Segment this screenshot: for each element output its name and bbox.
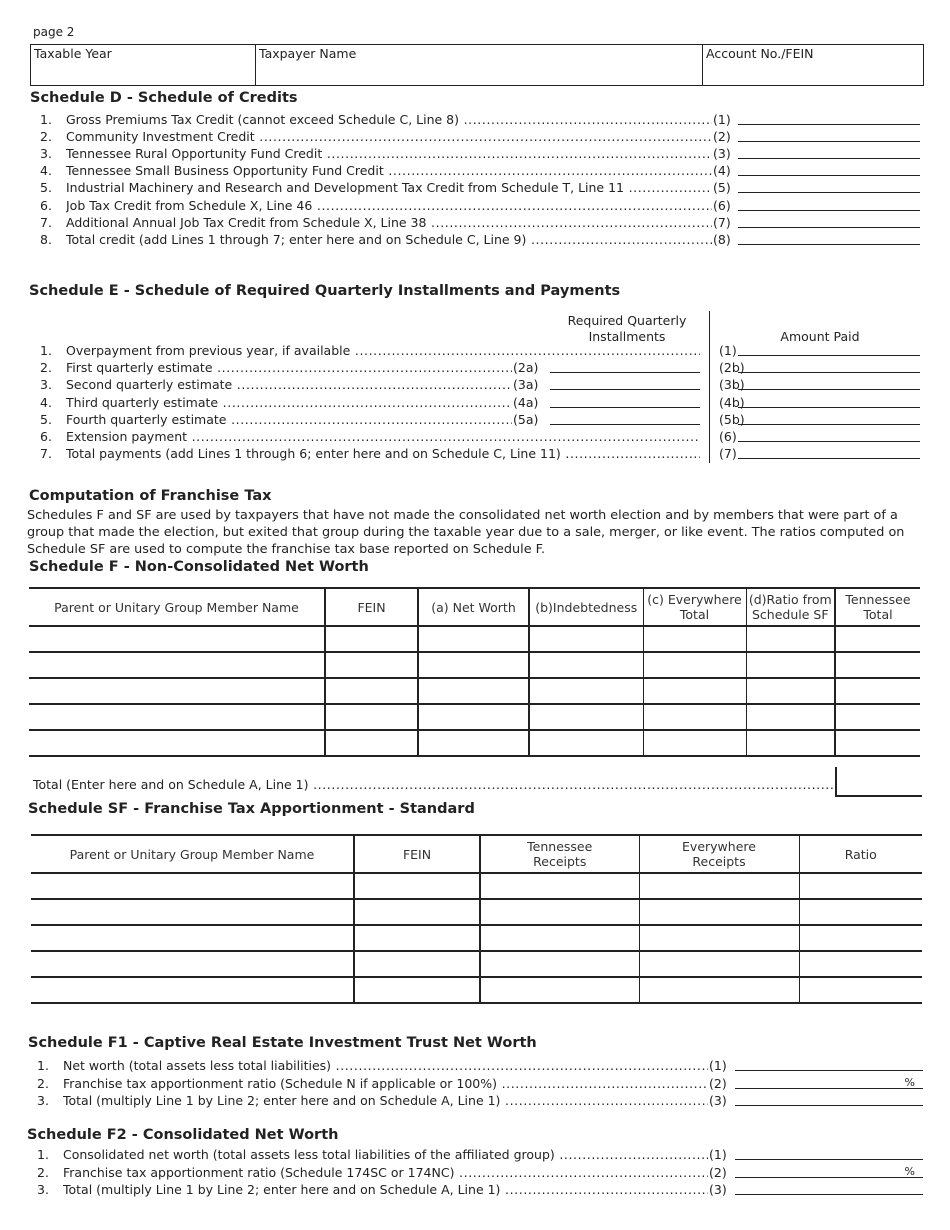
required-installments-header	[548, 313, 706, 345]
table-cell[interactable]	[529, 652, 643, 678]
line-label: Franchise tax apportionment ratio (Schedule N if applicable or 100%) .....	[63, 1075, 708, 1092]
line-number: 3.	[40, 377, 52, 393]
line-label: Net worth (total assets less total liabilities) .....	[63, 1057, 708, 1074]
column-header	[480, 835, 639, 873]
table-cell[interactable]	[799, 925, 922, 951]
line-number: 2.	[40, 129, 52, 145]
line-reference: (3)	[709, 1182, 727, 1197]
column-header-line1: Tennessee	[527, 839, 593, 854]
line-reference: (8)	[713, 231, 731, 247]
amount-field[interactable]	[735, 1164, 923, 1178]
table-cell[interactable]	[639, 951, 799, 977]
column-header-line1: Ratio	[844, 846, 877, 862]
line-label: Industrial Machinery and Research and Development Tax Credit from Schedule T, Line 11 .....	[66, 179, 712, 196]
line-reference: (1)	[709, 1147, 727, 1162]
table-cell[interactable]	[480, 925, 639, 951]
table-cell[interactable]	[835, 730, 920, 756]
line-item	[37, 1092, 923, 1109]
required-installments-header-line2: Installments	[588, 329, 666, 344]
line-number: 2.	[37, 1075, 49, 1091]
amount-field[interactable]	[738, 145, 920, 159]
line-label: First quarterly estimate .....	[66, 359, 514, 376]
table-cell[interactable]	[529, 704, 643, 730]
line-number: 4.	[40, 163, 52, 179]
line-reference: (2)	[709, 1075, 727, 1091]
table-row	[29, 704, 920, 730]
schedule-e-title: Schedule E - Schedule of Required Quarterly Installments and Payments	[29, 283, 621, 299]
percent-sign: %	[904, 1164, 915, 1178]
line-reference: (5)	[713, 180, 731, 196]
line-label: Additional Annual Job Tax Credit from Schedule X, Line 38 .....	[66, 214, 712, 231]
required-installments-header-line1: Required Quarterly	[567, 313, 687, 328]
table-cell[interactable]	[354, 977, 480, 1003]
line-item	[37, 1164, 923, 1181]
payment-reference: (7)	[719, 446, 737, 462]
column-header	[325, 588, 418, 626]
schedule-f2-title: Schedule F2 - Consolidated Net Worth	[27, 1127, 339, 1143]
percent-sign: %	[904, 1075, 915, 1089]
column-header-line1: (b)Indebtedness	[535, 599, 638, 615]
line-item	[40, 359, 920, 376]
amount-field[interactable]	[735, 1146, 923, 1160]
table-cell[interactable]	[643, 626, 746, 652]
amount-field[interactable]	[735, 1092, 923, 1106]
installment-reference: (5a)	[513, 411, 539, 427]
table-cell[interactable]	[31, 873, 354, 899]
amount-field[interactable]	[735, 1075, 923, 1089]
column-header	[639, 835, 799, 873]
page-number: page 2	[33, 25, 75, 39]
table-cell[interactable]	[746, 730, 835, 756]
column-header-line2: Receipts	[692, 854, 746, 869]
table-cell[interactable]	[746, 704, 835, 730]
column-header-line2: Total	[863, 607, 893, 622]
amount-paid-header: Amount Paid	[780, 329, 860, 344]
line-number: 2.	[37, 1164, 49, 1180]
account-fein-field[interactable]	[703, 45, 923, 85]
line-reference: (1)	[713, 112, 731, 127]
required-installment-field[interactable]	[550, 359, 700, 373]
line-item	[37, 1181, 923, 1198]
line-number: 6.	[40, 197, 52, 213]
line-number: 1.	[40, 112, 52, 127]
line-label: Tennessee Rural Opportunity Fund Credit .....	[66, 145, 712, 162]
line-item	[40, 197, 920, 214]
table-cell[interactable]	[639, 873, 799, 899]
payment-reference: (5b)	[719, 411, 745, 427]
payment-reference: (6)	[719, 429, 737, 444]
table-cell[interactable]	[325, 730, 418, 756]
taxpayer-name-field[interactable]	[256, 45, 703, 85]
amount-paid-field[interactable]	[738, 411, 920, 425]
franchise-tax-title: Computation of Franchise Tax	[29, 488, 272, 504]
line-item	[37, 1146, 923, 1163]
line-label: Franchise tax apportionment ratio (Schedule 174SC or 174NC) .....	[63, 1164, 708, 1181]
line-label: Fourth quarterly estimate .....	[66, 411, 514, 428]
amount-field[interactable]	[738, 111, 920, 125]
line-item	[40, 145, 920, 162]
required-installment-field[interactable]	[550, 394, 700, 408]
column-header-line1: (c) Everywhere	[647, 592, 742, 607]
line-item	[40, 179, 920, 196]
amount-field[interactable]	[738, 197, 920, 211]
column-header	[31, 835, 354, 873]
table-cell[interactable]	[529, 678, 643, 704]
table-cell[interactable]	[643, 678, 746, 704]
line-reference: (7)	[713, 214, 731, 230]
line-number: 1.	[37, 1147, 49, 1162]
line-label: Second quarterly estimate .....	[66, 376, 514, 393]
line-item	[40, 128, 920, 145]
line-reference: (4)	[713, 163, 731, 179]
line-item	[40, 445, 920, 462]
table-cell[interactable]	[31, 925, 354, 951]
line-label: Third quarterly estimate .....	[66, 394, 514, 411]
line-label: Total credit (add Lines 1 through 7; enter here and on Schedule C, Line 9) .....	[66, 231, 712, 248]
table-cell[interactable]	[480, 951, 639, 977]
table-row	[31, 977, 922, 1003]
line-item	[40, 231, 920, 248]
table-cell[interactable]	[835, 704, 920, 730]
taxpayer-name-label: Taxpayer Name	[259, 46, 357, 61]
line-number: 3.	[37, 1093, 49, 1108]
table-cell[interactable]	[746, 652, 835, 678]
line-label: Gross Premiums Tax Credit (cannot exceed Schedule C, Line 8) .....	[66, 111, 712, 128]
amount-field[interactable]	[738, 214, 920, 228]
table-cell[interactable]	[418, 652, 529, 678]
column-header-line2: Schedule SF	[751, 607, 829, 622]
table-cell[interactable]	[418, 704, 529, 730]
table-cell[interactable]	[480, 899, 639, 925]
table-cell[interactable]	[643, 730, 746, 756]
table-cell[interactable]	[643, 704, 746, 730]
amount-field[interactable]	[735, 1057, 923, 1071]
line-reference: (6)	[713, 197, 731, 213]
schedule-sf-title: Schedule SF - Franchise Tax Apportionment - Standard	[28, 801, 475, 817]
table-cell[interactable]	[29, 730, 325, 756]
table-cell[interactable]	[418, 678, 529, 704]
column-header	[835, 588, 920, 626]
schedule-sf-table	[31, 834, 922, 1004]
line-label: Community Investment Credit .....	[66, 128, 712, 145]
line-number: 8.	[40, 231, 52, 247]
line-item	[40, 162, 920, 179]
table-cell[interactable]	[746, 678, 835, 704]
column-header	[643, 588, 746, 626]
account-fein-label: Account No./FEIN	[706, 46, 814, 61]
table-row	[31, 925, 922, 951]
column-header-line1: FEIN	[357, 599, 386, 615]
amount-paid-field[interactable]	[738, 342, 920, 356]
line-label: Extension payment .....	[66, 428, 700, 445]
line-item	[40, 394, 920, 411]
schedule-f1-title: Schedule F1 - Captive Real Estate Investment Trust Net Worth	[28, 1035, 537, 1051]
table-cell[interactable]	[799, 899, 922, 925]
line-item	[37, 1057, 923, 1074]
amount-paid-field[interactable]	[738, 359, 920, 373]
table-cell[interactable]	[29, 626, 325, 652]
column-header	[799, 835, 922, 873]
line-item	[40, 376, 920, 393]
schedule-f-table	[29, 587, 920, 757]
line-label: Total (multiply Line 1 by Line 2; enter here and on Schedule A, Line 1) .....	[63, 1092, 708, 1109]
table-row	[31, 951, 922, 977]
amount-paid-field[interactable]	[738, 445, 920, 459]
franchise-tax-instructions: Schedules F and SF are used by taxpayers that have not made the consolidated net worth election and by members that were part of a group that made the election, but exited that group during the taxable year due to a sale, merger, or like event. The ratios computed on Schedule SF are used to compute the franchise tax base reported on Schedule F.	[27, 508, 905, 557]
schedule-f-total-field[interactable]	[835, 767, 922, 797]
line-number: 2.	[40, 360, 52, 376]
line-item	[40, 342, 920, 359]
amount-paid-field[interactable]	[738, 394, 920, 408]
line-number: 7.	[40, 446, 52, 462]
line-label: Consolidated net worth (total assets less total liabilities of the affiliated group) .....	[63, 1146, 708, 1163]
installment-reference: (4a)	[513, 394, 539, 410]
schedule-d-title: Schedule D - Schedule of Credits	[30, 90, 298, 106]
table-cell[interactable]	[835, 652, 920, 678]
schedule-f-total-label: Total (Enter here and on Schedule A, Line 1) .....	[33, 776, 833, 793]
taxable-year-field[interactable]	[31, 45, 256, 85]
table-cell[interactable]	[643, 652, 746, 678]
payment-reference: (3b)	[719, 377, 745, 393]
line-number: 5.	[40, 411, 52, 427]
taxable-year-label: Taxable Year	[34, 46, 112, 61]
column-header-line1: Parent or Unitary Group Member Name	[69, 846, 315, 862]
amount-field[interactable]	[735, 1181, 923, 1195]
table-cell[interactable]	[31, 899, 354, 925]
line-label: Total payments (add Lines 1 through 6; enter here and on Schedule C, Line 11) .....	[66, 445, 700, 462]
table-cell[interactable]	[835, 678, 920, 704]
table-row	[29, 652, 920, 678]
table-cell[interactable]	[480, 873, 639, 899]
table-cell[interactable]	[639, 899, 799, 925]
amount-field[interactable]	[738, 179, 920, 193]
payment-reference: (2b)	[719, 360, 745, 376]
table-cell[interactable]	[799, 951, 922, 977]
line-number: 5.	[40, 180, 52, 196]
column-header-line1: Everywhere	[682, 839, 756, 854]
column-header-line2: Total	[679, 607, 710, 622]
required-installment-field[interactable]	[550, 411, 700, 425]
table-cell[interactable]	[31, 951, 354, 977]
table-cell[interactable]	[29, 704, 325, 730]
table-cell[interactable]	[799, 977, 922, 1003]
table-cell[interactable]	[29, 652, 325, 678]
line-reference: (3)	[713, 146, 731, 162]
schedule-f-title: Schedule F - Non-Consolidated Net Worth	[29, 559, 369, 575]
table-cell[interactable]	[325, 652, 418, 678]
table-cell[interactable]	[354, 873, 480, 899]
payment-reference: (1)	[719, 343, 737, 358]
column-header	[29, 588, 325, 626]
line-item	[40, 411, 920, 428]
required-installment-field[interactable]	[550, 376, 700, 390]
line-reference: (1)	[709, 1058, 727, 1073]
amount-paid-field[interactable]	[738, 376, 920, 390]
table-cell[interactable]	[639, 977, 799, 1003]
table-cell[interactable]	[29, 678, 325, 704]
line-number: 3.	[40, 146, 52, 162]
table-cell[interactable]	[639, 925, 799, 951]
table-cell[interactable]	[418, 730, 529, 756]
column-header	[418, 588, 529, 626]
table-cell[interactable]	[799, 873, 922, 899]
line-item	[40, 111, 920, 128]
table-cell[interactable]	[418, 626, 529, 652]
line-number: 7.	[40, 214, 52, 230]
line-item	[40, 214, 920, 231]
amount-paid-field[interactable]	[738, 428, 920, 442]
table-cell[interactable]	[529, 626, 643, 652]
table-cell[interactable]	[529, 730, 643, 756]
table-cell[interactable]	[354, 899, 480, 925]
amount-field[interactable]	[738, 128, 920, 142]
column-header-line1: FEIN	[402, 846, 432, 862]
table-row	[29, 626, 920, 652]
table-cell[interactable]	[746, 626, 835, 652]
line-number: 6.	[40, 429, 52, 444]
table-cell[interactable]	[480, 977, 639, 1003]
column-header-line2: Receipts	[533, 854, 587, 869]
payment-reference: (4b)	[719, 394, 745, 410]
table-cell[interactable]	[354, 951, 480, 977]
table-row	[31, 873, 922, 899]
table-row	[29, 730, 920, 756]
column-header-line1: Tennessee	[845, 592, 911, 607]
taxpayer-header	[30, 44, 924, 86]
line-reference: (3)	[709, 1093, 727, 1108]
table-row	[29, 678, 920, 704]
line-item	[37, 1075, 923, 1092]
column-header	[529, 588, 643, 626]
table-cell[interactable]	[354, 925, 480, 951]
installment-reference: (3a)	[513, 377, 539, 393]
line-label: Job Tax Credit from Schedule X, Line 46 .....	[66, 197, 712, 214]
line-number: 4.	[40, 394, 52, 410]
table-cell[interactable]	[835, 626, 920, 652]
column-header-line1: Parent or Unitary Group Member Name	[54, 599, 299, 615]
schedule-f-total-line	[33, 776, 833, 793]
installment-reference: (2a)	[513, 360, 539, 376]
column-header-line1: (a) Net Worth	[431, 599, 516, 615]
amount-field[interactable]	[738, 231, 920, 245]
column-header	[354, 835, 480, 873]
line-number: 1.	[40, 343, 52, 358]
table-cell[interactable]	[31, 977, 354, 1003]
line-label: Tennessee Small Business Opportunity Fund Credit .....	[66, 162, 712, 179]
line-label: Total (multiply Line 1 by Line 2; enter here and on Schedule A, Line 1) .....	[63, 1181, 708, 1198]
line-reference: (2)	[713, 129, 731, 145]
line-number: 3.	[37, 1182, 49, 1197]
column-header	[746, 588, 835, 626]
column-header-line1: (d)Ratio from	[748, 592, 832, 607]
amount-field[interactable]	[738, 162, 920, 176]
table-cell[interactable]	[325, 704, 418, 730]
line-item	[40, 428, 920, 445]
table-row	[31, 899, 922, 925]
line-label: Overpayment from previous year, if available .....	[66, 342, 700, 359]
line-number: 1.	[37, 1058, 49, 1073]
table-cell[interactable]	[325, 626, 418, 652]
table-cell[interactable]	[325, 678, 418, 704]
line-reference: (2)	[709, 1164, 727, 1180]
